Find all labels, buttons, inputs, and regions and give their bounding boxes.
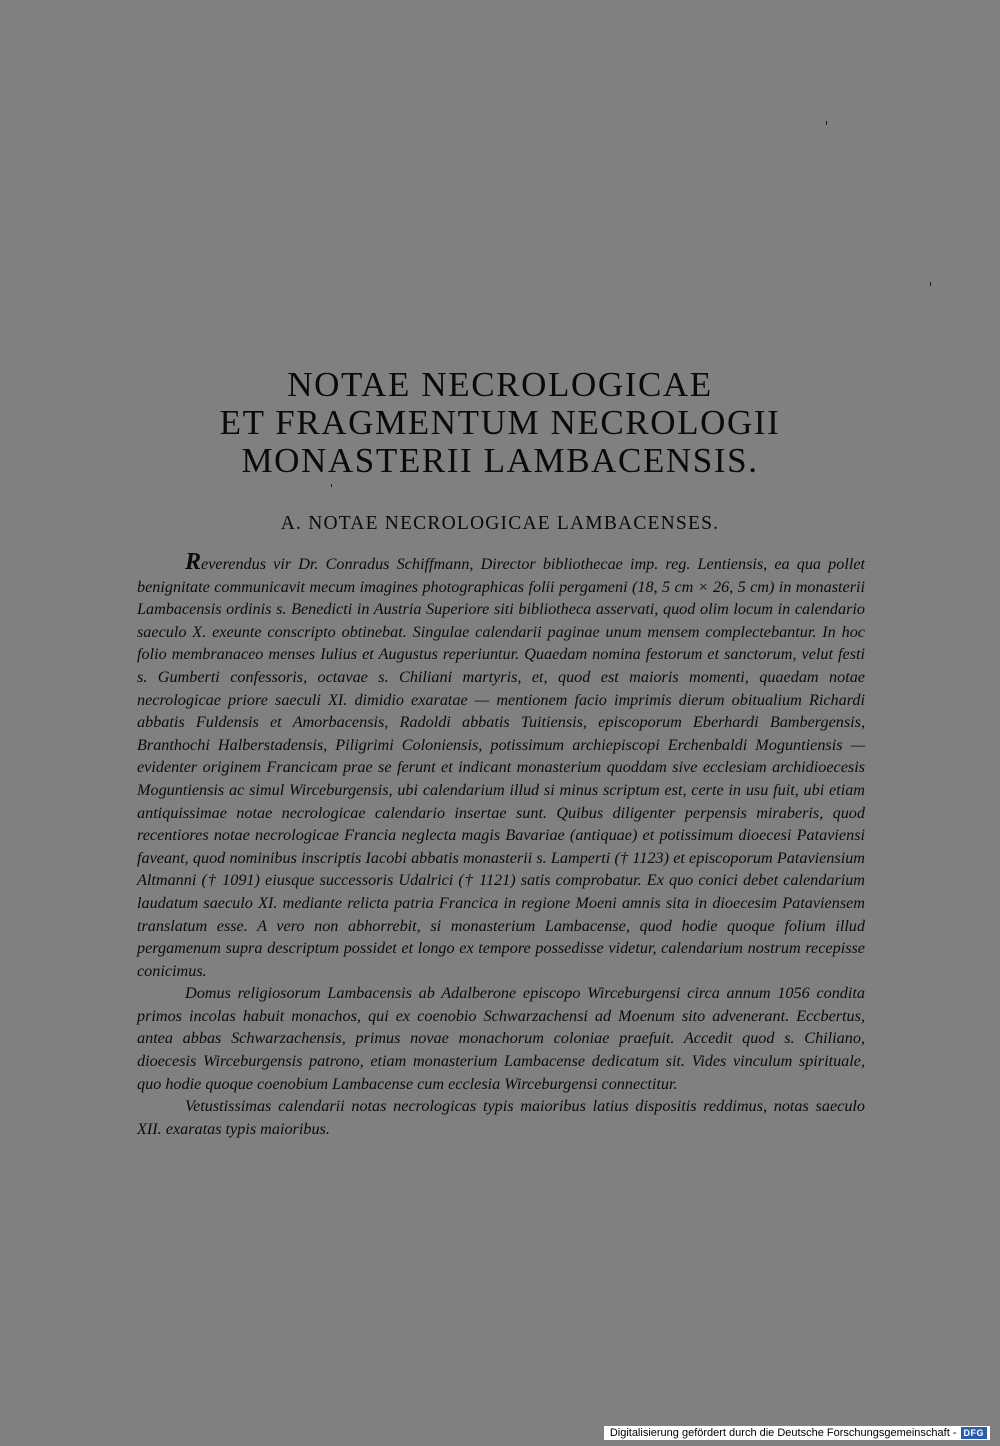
paragraph-1 [137,551,865,982]
footer-text: Digitalisierung gefördert durch die Deutsche Forschungsgemeinschaft - [609,1427,957,1439]
title-line-1: NOTAE NECROLOGICAE [287,365,713,404]
body-text [137,551,865,1140]
document-title [0,366,1000,480]
scan-speck [930,282,931,286]
scan-speck [826,121,827,125]
paragraph-1-text: everendus vir Dr. Conradus Schiffmann, Director bibliothecae imp. reg. Lentiensis, ea qua pollet benignitate communicavit mecum imagines photographicas folii pergameni (18, 5 cm × 26, 5 cm) in monasterii Lambacensis ordinis s. Benedicti in Austria Superiore siti bibliotheca asservati, quod olim locum in calendario saeculo X. exeunte conscripto obtinebat. Singulae calendarii paginae unum mensem complectebantur. In hoc folio membranaceo menses Iulius et Augustus reperiuntur. Quaedam nomina festorum et sanctorum, velut festi s. Gumberti confessoris, octavae s. Chiliani martyris, et, quod est maioris momenti, quaedam notae necrologicae priore saeculi XI. dimidio exaratae — mentionem facio imprimis dierum obitualium Richardi abbatis Fuldensis et Amorbacensis, Radoldi abbatis Tuitiensis, episcoporum Eberhardi Bambergensis, Branthochi Halberstadensis, Piligrimi Coloniensis, potissimum archiepiscopi Erchenbaldi Moguntiensis — evidenter originem Francicam prae se ferunt et indicant monasterium quoddam sive ecclesiam archidioecesis Moguntiensis ac simul Wirceburgensis, ubi calendarium illud si minus scriptum est, certe in usu fuit, ubi etiam antiquissimae notae necrologicae calendario insertae sunt. Quibus diligenter perpensis miraberis, quod recentiores notae necrologicae Francia neglecta magis Bavariae (antiquae) et potissimum dioecesi Pataviensi faveant, quod nominibus inscriptis Iacobi abbatis monasterii s. Lamperti († 1123) et episcoporum Pataviensium Altmanni († 1091) eiusque successoris Udalrici († 1121) satis comprobatur. Ex quo conici debet calendarium laudatum saeculo XI. mediante relicta patria Francica in regione Moeni amnis sita in dioecesim Pataviensem translatum esse. A vero non abhorrebit, si monasterium Lambacense, quod hodie quoque folium illud pergamenum supra descriptum possidet et longo ex tempore possedisse videtur, calendarium nostrum recepisse conicimus. [137,555,865,980]
title-line-3: MONASTERII LAMBACENSIS. [241,441,759,480]
dropcap-letter: R [185,549,202,575]
paragraph-3: Vetustissimas calendarii notas necrologicas typis maioribus latius dispositis reddimus, notas saeculo XII. exaratas typis maioribus. [137,1097,865,1138]
title-line-2: ET FRAGMENTUM NECROLOGII [219,403,781,442]
scan-speck [331,484,332,487]
dfg-logo-icon[interactable]: DFG [961,1427,988,1439]
dfg-footer[interactable] [604,1426,990,1440]
paragraph-2: Domus religiosorum Lambacensis ab Adalberone episcopo Wirceburgensi circa annum 1056 condita primos incolas habuit monachos, qui ex coenobio Schwarzachensi ad Moenum sito advenerant. Eccbertus, antea abbas Schwarzachensis, primus novae monachorum coloniae praefuit. Accedit quod s. Chiliano, dioecesis Wirceburgensis patrono, etiam monasterium Lambacense dedicatum sit. Vides vinculum spirituale, quo hodie quoque coenobium Lambacense cum ecclesia Wirceburgensi connectitur. [137,984,865,1093]
section-heading: A. NOTAE NECROLOGICAE LAMBACENSES. [280,513,720,534]
